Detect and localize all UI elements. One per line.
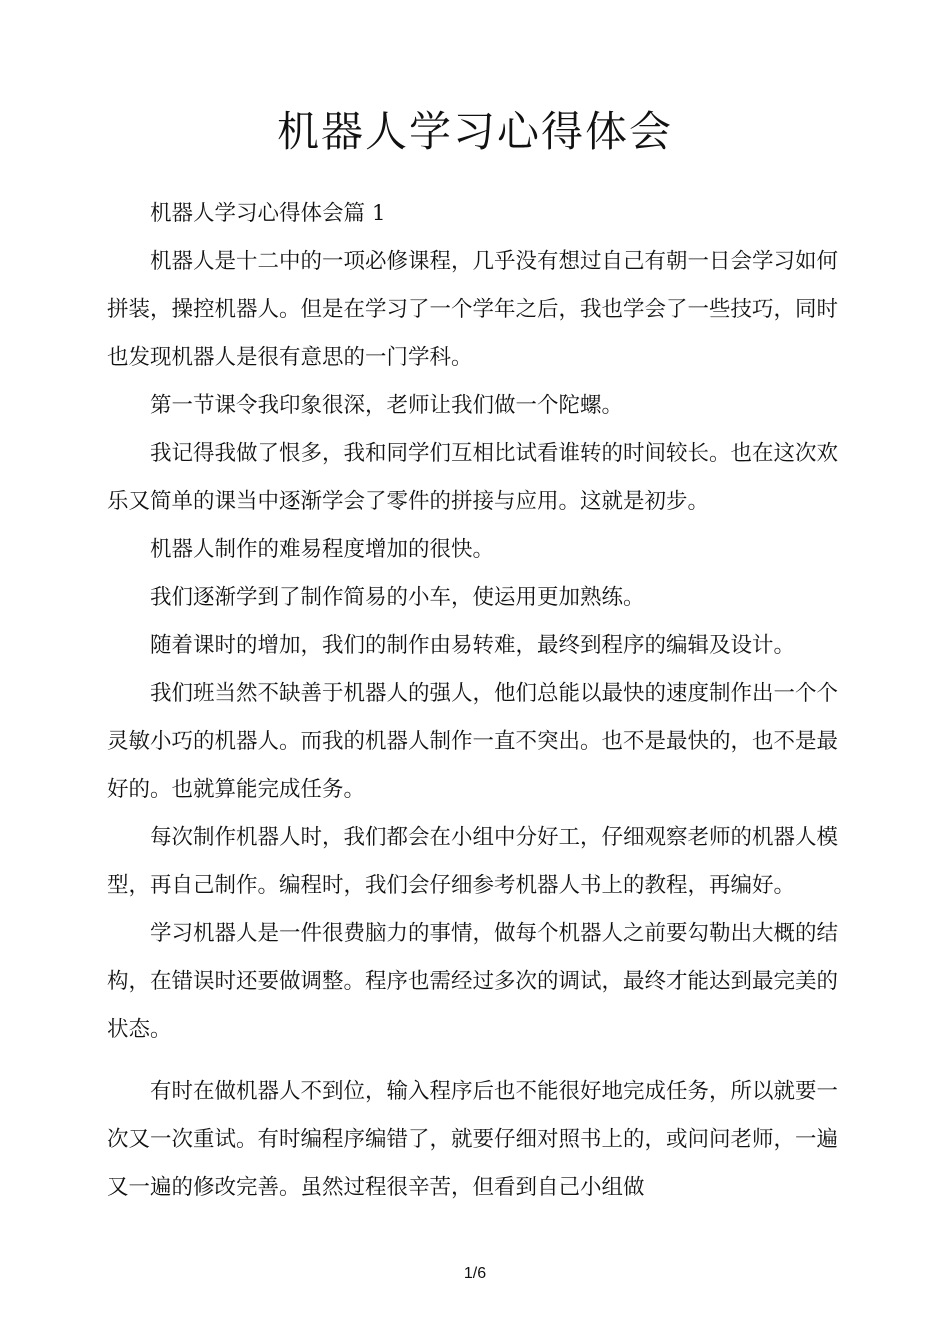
- paragraph-6: 随着课时的增加，我们的制作由易转难，最终到程序的编辑及设计。: [150, 633, 796, 658]
- paragraph-7: 我们班当然不缺善于机器人的强人，他们总能以最快的速度制作出一个个灵敏小巧的机器人。而我的机器人制作一直不突出。也不是最快的，也不是最好的。也就算能完成任务。: [107, 681, 839, 802]
- paragraph-3: 我记得我做了恨多，我和同学们互相比试看谁转的时间较长。也在这次欢乐又简单的课当中逐渐学会了零件的拼接与应用。这就是初步。: [107, 441, 839, 514]
- document-title: 机器人学习心得体会: [276, 107, 673, 156]
- paragraph-8: 每次制作机器人时，我们都会在小组中分好工，仔细观察老师的机器人模型，再自己制作。编程时，我们会仔细参考机器人书上的教程，再编好。: [107, 825, 839, 898]
- paragraph-9: 学习机器人是一件很费脑力的事情，做每个机器人之前要勾勒出大概的结构，在错误时还要做调整。程序也需经过多次的调试，最终才能达到最完美的状态。: [107, 921, 839, 1042]
- paragraph-10: 有时在做机器人不到位，输入程序后也不能很好地完成任务，所以就要一次又一次重试。有时编程序编错了，就要仔细对照书上的，或问问老师，一遍又一遍的修改完善。虽然过程很辛苦，但看到自己小组做: [107, 1079, 839, 1200]
- paragraph-5: 我们逐渐学到了制作简易的小车，使运用更加熟练。: [150, 585, 645, 610]
- document-body: [107, 190, 847, 1212]
- section-heading: 机器人学习心得体会篇 1: [150, 201, 386, 226]
- paragraph-4: 机器人制作的难易程度增加的很快。: [150, 537, 495, 562]
- page-number: 1/6: [463, 1265, 487, 1282]
- paragraph-1: 机器人是十二中的一项必修课程，几乎没有想过自己有朝一日会学习如何拼装，操控机器人。但是在学习了一个学年之后，我也学会了一些技巧，同时也发现机器人是很有意思的一门学科。: [107, 249, 839, 370]
- paragraph-2: 第一节课令我印象很深，老师让我们做一个陀螺。: [150, 393, 624, 418]
